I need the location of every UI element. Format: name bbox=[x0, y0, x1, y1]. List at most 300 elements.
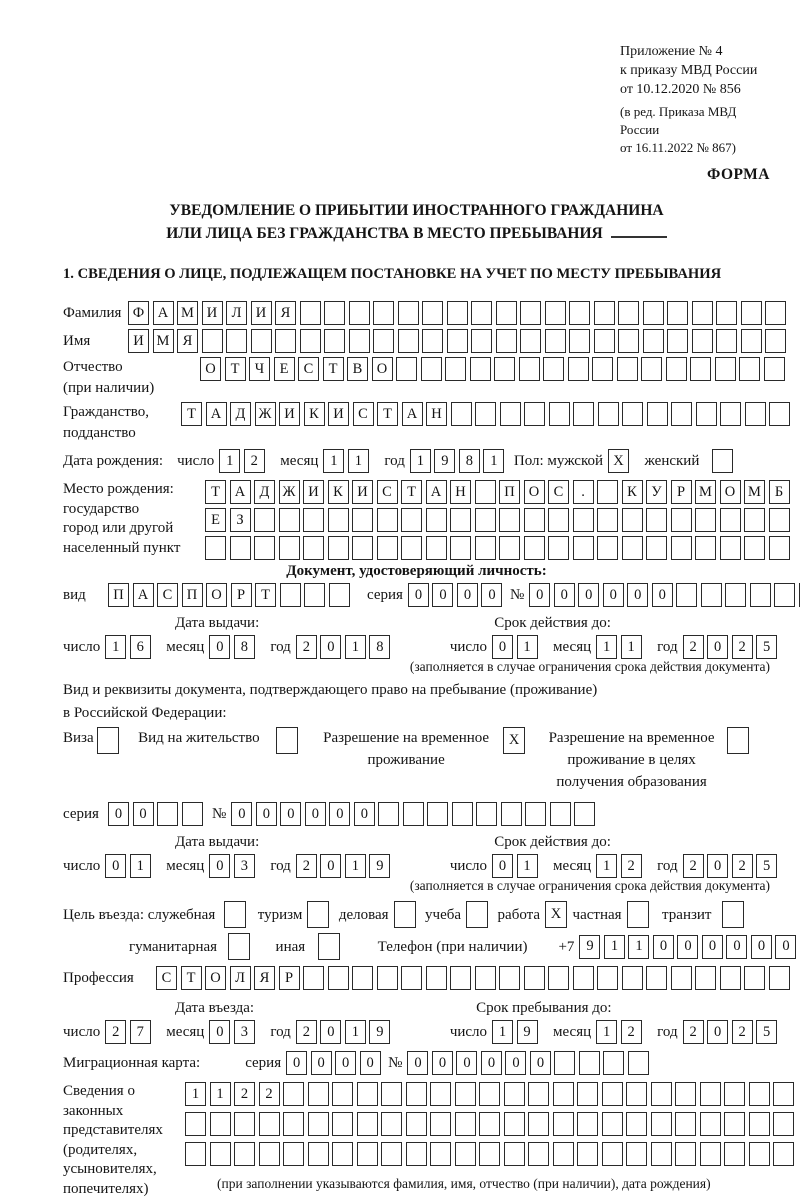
char-box[interactable] bbox=[254, 536, 275, 560]
char-box[interactable]: 0 bbox=[311, 1051, 332, 1075]
char-box[interactable] bbox=[455, 1112, 476, 1136]
char-box[interactable] bbox=[622, 536, 643, 560]
char-box[interactable] bbox=[651, 1112, 672, 1136]
char-box[interactable]: 0 bbox=[530, 1051, 551, 1075]
char-box[interactable]: Б bbox=[769, 480, 790, 504]
char-box[interactable]: 0 bbox=[677, 935, 698, 959]
char-box[interactable]: 1 bbox=[130, 854, 151, 878]
char-box[interactable] bbox=[475, 402, 496, 426]
char-box[interactable]: П bbox=[182, 583, 203, 607]
char-box[interactable] bbox=[597, 966, 618, 990]
char-box[interactable] bbox=[769, 966, 790, 990]
char-box[interactable]: О bbox=[206, 583, 227, 607]
char-box[interactable]: 1 bbox=[517, 854, 538, 878]
char-box[interactable]: 9 bbox=[434, 449, 455, 473]
char-box[interactable]: 1 bbox=[345, 1020, 366, 1044]
char-box[interactable] bbox=[749, 1112, 770, 1136]
char-box[interactable]: 6 bbox=[130, 635, 151, 659]
char-box[interactable]: 5 bbox=[756, 635, 777, 659]
char-box[interactable] bbox=[276, 727, 298, 754]
char-box[interactable] bbox=[622, 508, 643, 532]
char-box[interactable] bbox=[210, 1142, 231, 1166]
char-box[interactable]: Е bbox=[274, 357, 295, 381]
char-box[interactable] bbox=[406, 1082, 427, 1106]
char-box[interactable] bbox=[475, 966, 496, 990]
char-box[interactable] bbox=[447, 329, 468, 353]
char-box[interactable] bbox=[401, 536, 422, 560]
char-box[interactable] bbox=[328, 508, 349, 532]
char-box[interactable]: 3 bbox=[234, 854, 255, 878]
char-box[interactable] bbox=[724, 1142, 745, 1166]
char-box[interactable] bbox=[426, 536, 447, 560]
char-box[interactable]: 2 bbox=[296, 1020, 317, 1044]
char-box[interactable] bbox=[602, 1082, 623, 1106]
char-box[interactable] bbox=[643, 329, 664, 353]
char-box[interactable] bbox=[224, 901, 246, 928]
char-box[interactable] bbox=[628, 1051, 649, 1075]
char-box[interactable] bbox=[328, 966, 349, 990]
char-box[interactable]: И bbox=[202, 301, 223, 325]
char-box[interactable] bbox=[475, 508, 496, 532]
char-box[interactable] bbox=[765, 301, 786, 325]
char-box[interactable] bbox=[741, 329, 762, 353]
char-box[interactable]: Я bbox=[177, 329, 198, 353]
char-box[interactable] bbox=[230, 536, 251, 560]
char-box[interactable]: 1 bbox=[517, 635, 538, 659]
char-box[interactable] bbox=[773, 1112, 794, 1136]
char-box[interactable]: Т bbox=[205, 480, 226, 504]
char-box[interactable] bbox=[303, 508, 324, 532]
char-box[interactable] bbox=[769, 402, 790, 426]
char-box[interactable] bbox=[579, 1051, 600, 1075]
char-box[interactable] bbox=[646, 536, 667, 560]
char-box[interactable] bbox=[671, 536, 692, 560]
char-box[interactable]: Ж bbox=[255, 402, 276, 426]
char-box[interactable] bbox=[716, 301, 737, 325]
char-box[interactable]: 1 bbox=[604, 935, 625, 959]
char-box[interactable]: З bbox=[230, 508, 251, 532]
char-box[interactable] bbox=[695, 536, 716, 560]
char-box[interactable] bbox=[279, 536, 300, 560]
char-box[interactable] bbox=[479, 1082, 500, 1106]
char-box[interactable] bbox=[720, 966, 741, 990]
char-box[interactable]: И bbox=[328, 402, 349, 426]
char-box[interactable] bbox=[765, 329, 786, 353]
char-box[interactable] bbox=[401, 508, 422, 532]
char-box[interactable] bbox=[528, 1082, 549, 1106]
char-box[interactable] bbox=[450, 508, 471, 532]
char-box[interactable]: 0 bbox=[481, 583, 502, 607]
char-box[interactable] bbox=[394, 901, 416, 928]
char-box[interactable] bbox=[769, 536, 790, 560]
char-box[interactable] bbox=[329, 583, 350, 607]
char-box[interactable] bbox=[308, 1112, 329, 1136]
char-box[interactable] bbox=[259, 1142, 280, 1166]
char-box[interactable] bbox=[597, 536, 618, 560]
char-box[interactable] bbox=[651, 1082, 672, 1106]
char-box[interactable]: 9 bbox=[517, 1020, 538, 1044]
char-box[interactable] bbox=[548, 508, 569, 532]
char-box[interactable]: 0 bbox=[432, 583, 453, 607]
char-box[interactable]: 2 bbox=[621, 1020, 642, 1044]
char-box[interactable] bbox=[234, 1142, 255, 1166]
char-box[interactable]: Д bbox=[230, 402, 251, 426]
char-box[interactable]: Р bbox=[279, 966, 300, 990]
char-box[interactable] bbox=[226, 329, 247, 353]
char-box[interactable]: С bbox=[298, 357, 319, 381]
char-box[interactable]: 2 bbox=[683, 1020, 704, 1044]
char-box[interactable]: 0 bbox=[627, 583, 648, 607]
char-box[interactable]: 2 bbox=[234, 1082, 255, 1106]
char-box[interactable]: 0 bbox=[231, 802, 252, 826]
char-box[interactable] bbox=[749, 1082, 770, 1106]
char-box[interactable] bbox=[671, 402, 692, 426]
char-box[interactable]: Я bbox=[254, 966, 275, 990]
char-box[interactable] bbox=[573, 508, 594, 532]
char-box[interactable] bbox=[259, 1112, 280, 1136]
char-box[interactable]: 0 bbox=[481, 1051, 502, 1075]
char-box[interactable]: 2 bbox=[105, 1020, 126, 1044]
char-box[interactable]: И bbox=[251, 301, 272, 325]
char-box[interactable]: О bbox=[720, 480, 741, 504]
char-box[interactable] bbox=[427, 802, 448, 826]
char-box[interactable] bbox=[592, 357, 613, 381]
char-box[interactable] bbox=[381, 1082, 402, 1106]
char-box[interactable]: 0 bbox=[133, 802, 154, 826]
char-box[interactable] bbox=[554, 1051, 575, 1075]
char-box[interactable] bbox=[727, 727, 749, 754]
char-box[interactable] bbox=[646, 966, 667, 990]
char-box[interactable]: 1 bbox=[348, 449, 369, 473]
char-box[interactable] bbox=[618, 329, 639, 353]
char-box[interactable] bbox=[597, 508, 618, 532]
char-box[interactable]: А bbox=[133, 583, 154, 607]
char-box[interactable] bbox=[676, 583, 697, 607]
char-box[interactable] bbox=[774, 583, 795, 607]
char-box[interactable] bbox=[426, 508, 447, 532]
char-box[interactable]: 0 bbox=[256, 802, 277, 826]
char-box[interactable] bbox=[749, 1142, 770, 1166]
char-box[interactable] bbox=[675, 1142, 696, 1166]
char-box[interactable] bbox=[520, 301, 541, 325]
char-box[interactable] bbox=[744, 536, 765, 560]
char-box[interactable]: 0 bbox=[751, 935, 772, 959]
char-box[interactable]: Т bbox=[225, 357, 246, 381]
char-box[interactable] bbox=[622, 966, 643, 990]
char-box[interactable]: А bbox=[230, 480, 251, 504]
char-box[interactable] bbox=[396, 357, 417, 381]
char-box[interactable] bbox=[373, 329, 394, 353]
char-box[interactable] bbox=[724, 1082, 745, 1106]
char-box[interactable] bbox=[715, 357, 736, 381]
char-box[interactable]: 9 bbox=[579, 935, 600, 959]
char-box[interactable]: Т bbox=[181, 966, 202, 990]
char-box[interactable]: 0 bbox=[726, 935, 747, 959]
char-box[interactable] bbox=[553, 1082, 574, 1106]
char-box[interactable]: 0 bbox=[492, 854, 513, 878]
char-box[interactable]: 1 bbox=[483, 449, 504, 473]
char-box[interactable] bbox=[324, 301, 345, 325]
char-box[interactable] bbox=[430, 1112, 451, 1136]
char-box[interactable]: Л bbox=[226, 301, 247, 325]
char-box[interactable] bbox=[373, 301, 394, 325]
char-box[interactable] bbox=[421, 357, 442, 381]
char-box[interactable]: Т bbox=[401, 480, 422, 504]
char-box[interactable] bbox=[675, 1082, 696, 1106]
char-box[interactable]: 0 bbox=[456, 1051, 477, 1075]
char-box[interactable]: 0 bbox=[320, 1020, 341, 1044]
char-box[interactable]: Н bbox=[450, 480, 471, 504]
char-box[interactable] bbox=[303, 966, 324, 990]
char-box[interactable] bbox=[450, 966, 471, 990]
char-box[interactable]: И bbox=[128, 329, 149, 353]
char-box[interactable] bbox=[430, 1142, 451, 1166]
char-box[interactable] bbox=[377, 966, 398, 990]
char-box[interactable]: Е bbox=[205, 508, 226, 532]
char-box[interactable]: 0 bbox=[432, 1051, 453, 1075]
char-box[interactable] bbox=[577, 1082, 598, 1106]
char-box[interactable] bbox=[381, 1112, 402, 1136]
char-box[interactable] bbox=[157, 802, 178, 826]
char-box[interactable]: 0 bbox=[320, 854, 341, 878]
char-box[interactable]: 0 bbox=[652, 583, 673, 607]
char-box[interactable]: И bbox=[279, 402, 300, 426]
char-box[interactable]: 1 bbox=[210, 1082, 231, 1106]
char-box[interactable] bbox=[500, 402, 521, 426]
char-box[interactable] bbox=[318, 933, 340, 960]
char-box[interactable] bbox=[357, 1112, 378, 1136]
char-box[interactable]: 0 bbox=[702, 935, 723, 959]
char-box[interactable] bbox=[574, 802, 595, 826]
char-box[interactable]: В bbox=[347, 357, 368, 381]
char-box[interactable] bbox=[349, 301, 370, 325]
char-box[interactable] bbox=[741, 301, 762, 325]
char-box[interactable]: А bbox=[402, 402, 423, 426]
char-box[interactable]: 1 bbox=[596, 854, 617, 878]
char-box[interactable] bbox=[528, 1142, 549, 1166]
char-box[interactable]: С bbox=[377, 480, 398, 504]
char-box[interactable]: 1 bbox=[345, 635, 366, 659]
char-box[interactable] bbox=[303, 536, 324, 560]
char-box[interactable] bbox=[675, 1112, 696, 1136]
char-box[interactable]: 0 bbox=[707, 1020, 728, 1044]
char-box[interactable]: 0 bbox=[775, 935, 796, 959]
char-box[interactable] bbox=[716, 329, 737, 353]
char-box[interactable] bbox=[603, 1051, 624, 1075]
char-box[interactable] bbox=[447, 301, 468, 325]
char-box[interactable] bbox=[626, 1112, 647, 1136]
char-box[interactable]: 0 bbox=[305, 802, 326, 826]
char-box[interactable] bbox=[577, 1112, 598, 1136]
char-box[interactable] bbox=[499, 536, 520, 560]
char-box[interactable]: Л bbox=[230, 966, 251, 990]
char-box[interactable]: 0 bbox=[554, 583, 575, 607]
char-box[interactable] bbox=[548, 966, 569, 990]
char-box[interactable] bbox=[205, 536, 226, 560]
char-box[interactable]: 0 bbox=[209, 1020, 230, 1044]
char-box[interactable]: К bbox=[622, 480, 643, 504]
char-box[interactable] bbox=[744, 966, 765, 990]
char-box[interactable]: О bbox=[205, 966, 226, 990]
char-box[interactable] bbox=[690, 357, 711, 381]
char-box[interactable]: 9 bbox=[369, 854, 390, 878]
char-box[interactable] bbox=[185, 1142, 206, 1166]
char-box[interactable]: Я bbox=[275, 301, 296, 325]
char-box[interactable]: X bbox=[608, 449, 629, 473]
char-box[interactable]: Т bbox=[323, 357, 344, 381]
char-box[interactable] bbox=[349, 329, 370, 353]
char-box[interactable] bbox=[381, 1142, 402, 1166]
char-box[interactable] bbox=[275, 329, 296, 353]
char-box[interactable] bbox=[617, 357, 638, 381]
char-box[interactable]: 0 bbox=[578, 583, 599, 607]
char-box[interactable] bbox=[545, 301, 566, 325]
char-box[interactable] bbox=[466, 901, 488, 928]
char-box[interactable]: У bbox=[646, 480, 667, 504]
char-box[interactable]: 0 bbox=[407, 1051, 428, 1075]
char-box[interactable] bbox=[722, 901, 744, 928]
char-box[interactable] bbox=[720, 402, 741, 426]
char-box[interactable] bbox=[720, 536, 741, 560]
char-box[interactable] bbox=[696, 402, 717, 426]
char-box[interactable] bbox=[300, 329, 321, 353]
char-box[interactable] bbox=[524, 402, 545, 426]
char-box[interactable] bbox=[712, 449, 733, 473]
char-box[interactable]: 2 bbox=[732, 1020, 753, 1044]
char-box[interactable] bbox=[445, 357, 466, 381]
char-box[interactable] bbox=[499, 508, 520, 532]
char-box[interactable] bbox=[234, 1112, 255, 1136]
char-box[interactable]: 0 bbox=[320, 635, 341, 659]
char-box[interactable]: 2 bbox=[621, 854, 642, 878]
char-box[interactable] bbox=[471, 301, 492, 325]
char-box[interactable] bbox=[626, 1142, 647, 1166]
char-box[interactable]: Р bbox=[671, 480, 692, 504]
char-box[interactable]: 1 bbox=[596, 1020, 617, 1044]
char-box[interactable] bbox=[525, 802, 546, 826]
char-box[interactable]: 0 bbox=[603, 583, 624, 607]
char-box[interactable]: М bbox=[177, 301, 198, 325]
char-box[interactable] bbox=[573, 966, 594, 990]
char-box[interactable]: 5 bbox=[756, 854, 777, 878]
char-box[interactable] bbox=[543, 357, 564, 381]
char-box[interactable]: Д bbox=[254, 480, 275, 504]
char-box[interactable] bbox=[499, 966, 520, 990]
char-box[interactable]: М bbox=[744, 480, 765, 504]
char-box[interactable] bbox=[577, 1142, 598, 1166]
char-box[interactable]: 0 bbox=[529, 583, 550, 607]
char-box[interactable] bbox=[352, 508, 373, 532]
char-box[interactable] bbox=[524, 536, 545, 560]
char-box[interactable]: С bbox=[156, 966, 177, 990]
char-box[interactable] bbox=[548, 536, 569, 560]
char-box[interactable]: С bbox=[353, 402, 374, 426]
char-box[interactable]: 0 bbox=[457, 583, 478, 607]
char-box[interactable]: X bbox=[545, 901, 567, 928]
char-box[interactable]: Т bbox=[181, 402, 202, 426]
char-box[interactable]: 8 bbox=[369, 635, 390, 659]
char-box[interactable] bbox=[622, 402, 643, 426]
char-box[interactable]: Р bbox=[231, 583, 252, 607]
char-box[interactable] bbox=[97, 727, 119, 754]
char-box[interactable] bbox=[357, 1142, 378, 1166]
char-box[interactable] bbox=[666, 357, 687, 381]
char-box[interactable]: 1 bbox=[410, 449, 431, 473]
char-box[interactable]: И bbox=[303, 480, 324, 504]
char-box[interactable]: 2 bbox=[683, 854, 704, 878]
char-box[interactable]: . bbox=[573, 480, 594, 504]
char-box[interactable]: 1 bbox=[621, 635, 642, 659]
char-box[interactable]: Т bbox=[255, 583, 276, 607]
char-box[interactable] bbox=[700, 1112, 721, 1136]
char-box[interactable] bbox=[568, 357, 589, 381]
char-box[interactable]: А bbox=[426, 480, 447, 504]
char-box[interactable]: 1 bbox=[105, 635, 126, 659]
char-box[interactable] bbox=[283, 1082, 304, 1106]
char-box[interactable]: 9 bbox=[369, 1020, 390, 1044]
char-box[interactable] bbox=[228, 933, 250, 960]
char-box[interactable]: 0 bbox=[707, 854, 728, 878]
char-box[interactable] bbox=[769, 508, 790, 532]
char-box[interactable] bbox=[283, 1112, 304, 1136]
char-box[interactable] bbox=[764, 357, 785, 381]
char-box[interactable]: X bbox=[503, 727, 525, 754]
char-box[interactable] bbox=[725, 583, 746, 607]
char-box[interactable]: Ч bbox=[249, 357, 270, 381]
char-box[interactable] bbox=[422, 301, 443, 325]
char-box[interactable] bbox=[308, 1142, 329, 1166]
char-box[interactable]: 8 bbox=[459, 449, 480, 473]
char-box[interactable] bbox=[573, 402, 594, 426]
char-box[interactable] bbox=[332, 1112, 353, 1136]
char-box[interactable]: 3 bbox=[234, 1020, 255, 1044]
char-box[interactable]: О bbox=[372, 357, 393, 381]
char-box[interactable] bbox=[307, 901, 329, 928]
char-box[interactable]: 1 bbox=[345, 854, 366, 878]
char-box[interactable]: 0 bbox=[329, 802, 350, 826]
char-box[interactable]: 0 bbox=[286, 1051, 307, 1075]
char-box[interactable] bbox=[406, 1112, 427, 1136]
char-box[interactable] bbox=[452, 802, 473, 826]
char-box[interactable]: 0 bbox=[505, 1051, 526, 1075]
char-box[interactable]: 2 bbox=[296, 635, 317, 659]
char-box[interactable]: 1 bbox=[185, 1082, 206, 1106]
char-box[interactable]: 1 bbox=[596, 635, 617, 659]
char-box[interactable] bbox=[494, 357, 515, 381]
char-box[interactable]: П bbox=[108, 583, 129, 607]
char-box[interactable] bbox=[324, 329, 345, 353]
char-box[interactable] bbox=[210, 1112, 231, 1136]
char-box[interactable] bbox=[455, 1142, 476, 1166]
char-box[interactable] bbox=[202, 329, 223, 353]
char-box[interactable] bbox=[700, 1142, 721, 1166]
char-box[interactable]: 1 bbox=[323, 449, 344, 473]
char-box[interactable] bbox=[185, 1112, 206, 1136]
char-box[interactable] bbox=[528, 1112, 549, 1136]
char-box[interactable]: О bbox=[200, 357, 221, 381]
char-box[interactable] bbox=[352, 536, 373, 560]
char-box[interactable] bbox=[545, 329, 566, 353]
char-box[interactable] bbox=[406, 1142, 427, 1166]
char-box[interactable]: П bbox=[499, 480, 520, 504]
char-box[interactable] bbox=[692, 301, 713, 325]
char-box[interactable]: 1 bbox=[219, 449, 240, 473]
char-box[interactable] bbox=[569, 301, 590, 325]
char-box[interactable] bbox=[549, 402, 570, 426]
char-box[interactable]: М bbox=[153, 329, 174, 353]
char-box[interactable]: М bbox=[695, 480, 716, 504]
char-box[interactable] bbox=[328, 536, 349, 560]
